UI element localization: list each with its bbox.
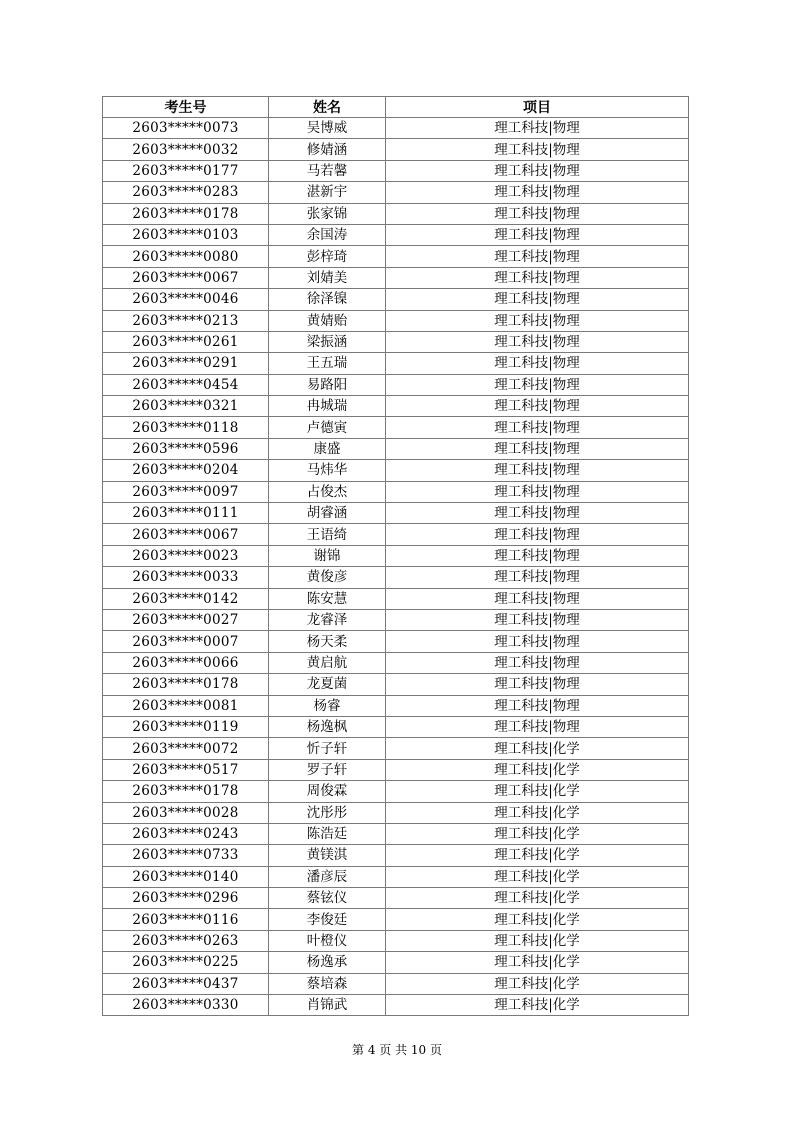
project-cell: 理工科技|物理 bbox=[386, 396, 689, 417]
exam-number-cell: 2603*****0178 bbox=[103, 781, 269, 802]
student-name-cell: 黄婧贻 bbox=[269, 310, 386, 331]
results-table bbox=[102, 96, 689, 1016]
table-row bbox=[103, 267, 689, 288]
student-name-cell: 潘彦辰 bbox=[269, 866, 386, 887]
exam-number-cell: 2603*****0073 bbox=[103, 118, 269, 139]
student-name-cell: 肖锦武 bbox=[269, 995, 386, 1016]
student-name-cell: 卢德寅 bbox=[269, 417, 386, 438]
table-row bbox=[103, 353, 689, 374]
table-row bbox=[103, 973, 689, 994]
table-row bbox=[103, 118, 689, 139]
table-row bbox=[103, 310, 689, 331]
student-name-cell: 马若馨 bbox=[269, 160, 386, 181]
student-name-cell: 湛新宇 bbox=[269, 182, 386, 203]
exam-number-cell: 2603*****0103 bbox=[103, 224, 269, 245]
table-row bbox=[103, 524, 689, 545]
student-name-cell: 冉城瑞 bbox=[269, 396, 386, 417]
table-row bbox=[103, 995, 689, 1016]
project-cell: 理工科技|物理 bbox=[386, 609, 689, 630]
student-name-cell: 余国涛 bbox=[269, 224, 386, 245]
table-header-row bbox=[103, 97, 689, 118]
project-cell: 理工科技|物理 bbox=[386, 524, 689, 545]
student-name-cell: 吴博威 bbox=[269, 118, 386, 139]
header-name: 姓名 bbox=[269, 97, 386, 118]
project-cell: 理工科技|物理 bbox=[386, 674, 689, 695]
project-cell: 理工科技|物理 bbox=[386, 695, 689, 716]
student-name-cell: 杨逸枫 bbox=[269, 716, 386, 737]
project-cell: 理工科技|化学 bbox=[386, 738, 689, 759]
student-name-cell: 王五瑞 bbox=[269, 353, 386, 374]
table-row bbox=[103, 481, 689, 502]
project-cell: 理工科技|物理 bbox=[386, 716, 689, 737]
exam-number-cell: 2603*****0032 bbox=[103, 139, 269, 160]
exam-number-cell: 2603*****0097 bbox=[103, 481, 269, 502]
project-cell: 理工科技|物理 bbox=[386, 182, 689, 203]
project-cell: 理工科技|物理 bbox=[386, 139, 689, 160]
student-name-cell: 彭梓琦 bbox=[269, 246, 386, 267]
exam-number-cell: 2603*****0116 bbox=[103, 909, 269, 930]
student-name-cell: 张家锦 bbox=[269, 203, 386, 224]
project-cell: 理工科技|物理 bbox=[386, 567, 689, 588]
student-name-cell: 罗子轩 bbox=[269, 759, 386, 780]
exam-number-cell: 2603*****0437 bbox=[103, 973, 269, 994]
exam-number-cell: 2603*****0517 bbox=[103, 759, 269, 780]
exam-number-cell: 2603*****0261 bbox=[103, 331, 269, 352]
project-cell: 理工科技|物理 bbox=[386, 417, 689, 438]
student-name-cell: 沈彤彤 bbox=[269, 802, 386, 823]
exam-number-cell: 2603*****0596 bbox=[103, 438, 269, 459]
student-name-cell: 杨睿 bbox=[269, 695, 386, 716]
exam-number-cell: 2603*****0225 bbox=[103, 952, 269, 973]
table-row bbox=[103, 567, 689, 588]
table-row bbox=[103, 716, 689, 737]
student-name-cell: 易路阳 bbox=[269, 374, 386, 395]
table-row bbox=[103, 609, 689, 630]
table-row bbox=[103, 802, 689, 823]
table-row bbox=[103, 331, 689, 352]
student-name-cell: 杨天柔 bbox=[269, 631, 386, 652]
project-cell: 理工科技|物理 bbox=[386, 310, 689, 331]
student-name-cell: 周俊霖 bbox=[269, 781, 386, 802]
project-cell: 理工科技|物理 bbox=[386, 353, 689, 374]
student-name-cell: 忻子轩 bbox=[269, 738, 386, 759]
project-cell: 理工科技|化学 bbox=[386, 781, 689, 802]
table-row bbox=[103, 160, 689, 181]
table-row bbox=[103, 139, 689, 160]
project-cell: 理工科技|化学 bbox=[386, 759, 689, 780]
table-row bbox=[103, 246, 689, 267]
student-name-cell: 蔡铉仪 bbox=[269, 888, 386, 909]
project-cell: 理工科技|化学 bbox=[386, 888, 689, 909]
exam-number-cell: 2603*****0733 bbox=[103, 845, 269, 866]
table-row bbox=[103, 952, 689, 973]
student-name-cell: 龙夏菌 bbox=[269, 674, 386, 695]
project-cell: 理工科技|化学 bbox=[386, 995, 689, 1016]
table-row bbox=[103, 738, 689, 759]
exam-number-cell: 2603*****0119 bbox=[103, 716, 269, 737]
table-row bbox=[103, 224, 689, 245]
exam-number-cell: 2603*****0081 bbox=[103, 695, 269, 716]
student-name-cell: 王语绮 bbox=[269, 524, 386, 545]
project-cell: 理工科技|物理 bbox=[386, 481, 689, 502]
table-row bbox=[103, 695, 689, 716]
project-cell: 理工科技|化学 bbox=[386, 845, 689, 866]
student-name-cell: 蔡培森 bbox=[269, 973, 386, 994]
table-row bbox=[103, 417, 689, 438]
exam-number-cell: 2603*****0178 bbox=[103, 203, 269, 224]
exam-number-cell: 2603*****0330 bbox=[103, 995, 269, 1016]
student-name-cell: 叶橙仪 bbox=[269, 930, 386, 951]
project-cell: 理工科技|物理 bbox=[386, 160, 689, 181]
student-name-cell: 黄启航 bbox=[269, 652, 386, 673]
exam-number-cell: 2603*****0007 bbox=[103, 631, 269, 652]
student-name-cell: 陈安慧 bbox=[269, 588, 386, 609]
table-body bbox=[103, 118, 689, 1016]
table-row bbox=[103, 438, 689, 459]
table-row bbox=[103, 781, 689, 802]
student-name-cell: 占俊杰 bbox=[269, 481, 386, 502]
project-cell: 理工科技|化学 bbox=[386, 952, 689, 973]
exam-number-cell: 2603*****0080 bbox=[103, 246, 269, 267]
exam-number-cell: 2603*****0028 bbox=[103, 802, 269, 823]
student-name-cell: 刘婧美 bbox=[269, 267, 386, 288]
header-exam-number: 考生号 bbox=[103, 97, 269, 118]
project-cell: 理工科技|物理 bbox=[386, 503, 689, 524]
project-cell: 理工科技|化学 bbox=[386, 823, 689, 844]
table-row bbox=[103, 545, 689, 566]
exam-number-cell: 2603*****0291 bbox=[103, 353, 269, 374]
student-name-cell: 李俊廷 bbox=[269, 909, 386, 930]
results-table-container bbox=[102, 96, 688, 1016]
exam-number-cell: 2603*****0283 bbox=[103, 182, 269, 203]
student-name-cell: 徐泽镍 bbox=[269, 289, 386, 310]
student-name-cell: 康盛 bbox=[269, 438, 386, 459]
project-cell: 理工科技|物理 bbox=[386, 331, 689, 352]
table-row bbox=[103, 823, 689, 844]
student-name-cell: 杨逸承 bbox=[269, 952, 386, 973]
project-cell: 理工科技|物理 bbox=[386, 267, 689, 288]
project-cell: 理工科技|物理 bbox=[386, 652, 689, 673]
student-name-cell: 梁振涵 bbox=[269, 331, 386, 352]
project-cell: 理工科技|物理 bbox=[386, 246, 689, 267]
exam-number-cell: 2603*****0066 bbox=[103, 652, 269, 673]
exam-number-cell: 2603*****0111 bbox=[103, 503, 269, 524]
exam-number-cell: 2603*****0023 bbox=[103, 545, 269, 566]
table-row bbox=[103, 503, 689, 524]
exam-number-cell: 2603*****0177 bbox=[103, 160, 269, 181]
exam-number-cell: 2603*****0046 bbox=[103, 289, 269, 310]
project-cell: 理工科技|物理 bbox=[386, 438, 689, 459]
exam-number-cell: 2603*****0243 bbox=[103, 823, 269, 844]
project-cell: 理工科技|化学 bbox=[386, 930, 689, 951]
exam-number-cell: 2603*****0213 bbox=[103, 310, 269, 331]
exam-number-cell: 2603*****0178 bbox=[103, 674, 269, 695]
table-row bbox=[103, 845, 689, 866]
exam-number-cell: 2603*****0321 bbox=[103, 396, 269, 417]
student-name-cell: 修婧涵 bbox=[269, 139, 386, 160]
project-cell: 理工科技|化学 bbox=[386, 909, 689, 930]
project-cell: 理工科技|化学 bbox=[386, 802, 689, 823]
page-number: 第 4 页 共 10 页 bbox=[352, 1043, 442, 1057]
student-name-cell: 龙睿泽 bbox=[269, 609, 386, 630]
table-row bbox=[103, 866, 689, 887]
student-name-cell: 谢锦 bbox=[269, 545, 386, 566]
project-cell: 理工科技|物理 bbox=[386, 118, 689, 139]
student-name-cell: 黄俊彦 bbox=[269, 567, 386, 588]
table-row bbox=[103, 652, 689, 673]
student-name-cell: 马炜华 bbox=[269, 460, 386, 481]
table-row bbox=[103, 460, 689, 481]
student-name-cell: 胡睿涵 bbox=[269, 503, 386, 524]
project-cell: 理工科技|物理 bbox=[386, 460, 689, 481]
exam-number-cell: 2603*****0142 bbox=[103, 588, 269, 609]
project-cell: 理工科技|化学 bbox=[386, 973, 689, 994]
exam-number-cell: 2603*****0027 bbox=[103, 609, 269, 630]
exam-number-cell: 2603*****0118 bbox=[103, 417, 269, 438]
table-row bbox=[103, 930, 689, 951]
table-row bbox=[103, 374, 689, 395]
exam-number-cell: 2603*****0263 bbox=[103, 930, 269, 951]
exam-number-cell: 2603*****0072 bbox=[103, 738, 269, 759]
project-cell: 理工科技|物理 bbox=[386, 545, 689, 566]
exam-number-cell: 2603*****0067 bbox=[103, 267, 269, 288]
project-cell: 理工科技|物理 bbox=[386, 631, 689, 652]
table-row bbox=[103, 888, 689, 909]
table-row bbox=[103, 182, 689, 203]
table-row bbox=[103, 674, 689, 695]
exam-number-cell: 2603*****0454 bbox=[103, 374, 269, 395]
project-cell: 理工科技|物理 bbox=[386, 588, 689, 609]
project-cell: 理工科技|物理 bbox=[386, 289, 689, 310]
student-name-cell: 黄镁淇 bbox=[269, 845, 386, 866]
table-row bbox=[103, 631, 689, 652]
table-row bbox=[103, 759, 689, 780]
exam-number-cell: 2603*****0067 bbox=[103, 524, 269, 545]
project-cell: 理工科技|化学 bbox=[386, 866, 689, 887]
table-row bbox=[103, 289, 689, 310]
exam-number-cell: 2603*****0204 bbox=[103, 460, 269, 481]
table-row bbox=[103, 396, 689, 417]
student-name-cell: 陈浩廷 bbox=[269, 823, 386, 844]
exam-number-cell: 2603*****0033 bbox=[103, 567, 269, 588]
exam-number-cell: 2603*****0296 bbox=[103, 888, 269, 909]
exam-number-cell: 2603*****0140 bbox=[103, 866, 269, 887]
table-row bbox=[103, 588, 689, 609]
table-row bbox=[103, 909, 689, 930]
project-cell: 理工科技|物理 bbox=[386, 224, 689, 245]
header-project: 项目 bbox=[386, 97, 689, 118]
project-cell: 理工科技|物理 bbox=[386, 374, 689, 395]
table-row bbox=[103, 203, 689, 224]
project-cell: 理工科技|物理 bbox=[386, 203, 689, 224]
